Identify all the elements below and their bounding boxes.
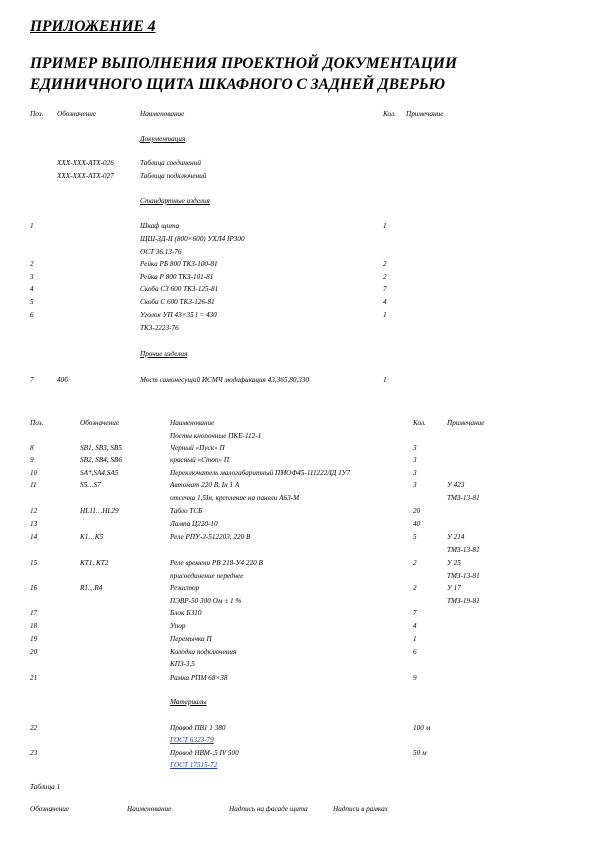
document-title bbox=[30, 53, 590, 95]
t1-header-note: Примечание bbox=[406, 110, 444, 118]
t1-row-name: Скоба СЗ 600 ТКЗ-125-81 bbox=[140, 285, 219, 293]
t3-header-code: Обозначение bbox=[30, 805, 70, 813]
t2-row-code: S5…S7 bbox=[80, 481, 101, 489]
t2-row-qty: 9 bbox=[413, 674, 417, 682]
t2-row-pos: 15 bbox=[30, 559, 38, 567]
t1-row-qty: 1 bbox=[383, 222, 387, 230]
t2-row-qty: 100 м bbox=[413, 724, 431, 732]
t2-row-name: Резистор bbox=[170, 584, 200, 592]
t2-row-qty: 3 bbox=[413, 469, 417, 477]
t2-row-qty: 6 bbox=[413, 648, 417, 656]
t1-row-pos: 6 bbox=[30, 311, 34, 319]
section-materials: Материалы bbox=[170, 698, 207, 706]
t2-row-pos: 8 bbox=[30, 444, 34, 452]
t2-header-note: Примечание bbox=[447, 419, 485, 427]
t2-header-pos: Поз. bbox=[30, 419, 44, 427]
section-docs: Документация bbox=[140, 135, 186, 143]
t2-row-name: КПЗ-3,5 bbox=[170, 660, 195, 668]
t1-row-name: Мост самонесущий ИСМЧ модификация 43,365,80,330 bbox=[140, 376, 309, 384]
t1-row-qty: 2 bbox=[383, 260, 387, 268]
t2-row-note: У 17 bbox=[447, 584, 461, 592]
t2-row-name: Колодка подключения bbox=[170, 648, 237, 656]
t2-row-qty: 50 м bbox=[413, 749, 427, 757]
t2-row-pos: 10 bbox=[30, 469, 38, 477]
t2-header-name: Наименование bbox=[170, 419, 215, 427]
t2-row-name: Провод ПВ1 1 380 bbox=[170, 724, 226, 732]
appendix-title: ПРИЛОЖЕНИЕ 4 bbox=[30, 18, 156, 35]
t3-header-name: Наименование bbox=[127, 805, 172, 813]
t2-row-pos: 17 bbox=[30, 609, 38, 617]
t2-row-pos: 13 bbox=[30, 520, 38, 528]
t2-row-qty: 2 bbox=[413, 559, 417, 567]
t2-row-pos: 19 bbox=[30, 635, 38, 643]
t2-row-note: ТМЗ-13-81 bbox=[447, 572, 480, 580]
t2-row-note: ТМЗ-13-81 bbox=[447, 494, 480, 502]
t2-row-name: Реле времени РВ 218-У4 220 В bbox=[170, 559, 263, 567]
t1-row-pos: 2 bbox=[30, 260, 34, 268]
t1-header-code: Обозначение bbox=[57, 110, 97, 118]
t1-row-code: ХХХ-ХХХ-АТХ-027 bbox=[57, 172, 114, 180]
t1-row-pos: 3 bbox=[30, 273, 34, 281]
t2-row-code: SB1, SB3, SB5 bbox=[80, 444, 122, 452]
t2-row-qty: 5 bbox=[413, 533, 417, 541]
t2-row-name: присоединение переднее bbox=[170, 572, 244, 580]
t2-row-qty: 4 bbox=[413, 622, 417, 630]
t2-row-pos: 9 bbox=[30, 456, 34, 464]
t2-row-name: отсечка 1,5Iн, крепление на панели А63-М bbox=[170, 494, 300, 502]
t2-row-qty: 1 bbox=[413, 635, 417, 643]
t2-row-note: ТМЗ-19-81 bbox=[447, 597, 480, 605]
t2-row-qty: 3 bbox=[413, 444, 417, 452]
t2-row-pos: 21 bbox=[30, 674, 38, 682]
t2-row-code: R1…R4 bbox=[80, 584, 103, 592]
title-line-1: ПРИМЕР ВЫПОЛНЕНИЯ ПРОЕКТНОЙ ДОКУМЕНТАЦИИ bbox=[30, 55, 458, 72]
gost-17515-link[interactable]: ГОСТ 17515-72 bbox=[170, 761, 218, 769]
t2-row-qty: 7 bbox=[413, 609, 417, 617]
t2-row-name: Рамка РПМ 68×38 bbox=[170, 674, 228, 682]
t2-row-pos: 18 bbox=[30, 622, 38, 630]
t2-row-code: K1…K5 bbox=[80, 533, 104, 541]
t2-row-pos: 16 bbox=[30, 584, 38, 592]
t1-row-qty: 7 bbox=[383, 285, 387, 293]
t2-row-code: SA*,SA4,SA5 bbox=[80, 469, 119, 477]
section-other: Прочие изделия bbox=[140, 350, 188, 358]
t2-row-qty: 3 bbox=[413, 481, 417, 489]
section-standard: Стандартные изделия bbox=[140, 197, 210, 205]
t2-row-note: У 214 bbox=[447, 533, 465, 541]
t1-row-pos: 5 bbox=[30, 298, 34, 306]
t2-row-pos: 20 bbox=[30, 648, 38, 656]
t2-row-qty: 3 bbox=[413, 456, 417, 464]
t2-row-pos: 12 bbox=[30, 507, 38, 515]
t2-row-qty: 2 bbox=[413, 584, 417, 592]
t2-row-name: Реле РПУ-2-512203, 220 В bbox=[170, 533, 251, 541]
t2-subtitle: Посты кнопочные ПКЕ-112-1 bbox=[170, 432, 262, 440]
t3-header-frames: Надписи в рамках bbox=[333, 805, 388, 813]
t2-row-name: Переключатель малогабаритный ПМОФ45-111222/IД 1У7 bbox=[170, 469, 351, 477]
t2-row-note: У 423 bbox=[447, 481, 465, 489]
t1-row-name: ЩШ-ЗД-II (800×600) УХЛ4 IP300 bbox=[140, 235, 245, 243]
t2-row-code: SB2, SB4, SB6 bbox=[80, 456, 122, 464]
gost-6323-link[interactable]: ГОСТ 6323-79 bbox=[170, 736, 214, 744]
t2-row-qty: 20 bbox=[413, 507, 421, 515]
t2-row-code: HL11…HL29 bbox=[80, 507, 119, 515]
t2-row-pos: 14 bbox=[30, 533, 38, 541]
table-caption: Таблица 1 bbox=[30, 783, 61, 791]
t1-row-qty: 2 bbox=[383, 273, 387, 281]
t1-row-qty: 4 bbox=[383, 298, 387, 306]
t1-row-name: Таблица соединений bbox=[140, 159, 201, 167]
t3-header-facade: Надпись на фасаде щита bbox=[229, 805, 308, 813]
t2-row-name: красный «Стоп» П bbox=[170, 456, 230, 464]
t1-row-pos: 7 bbox=[30, 376, 34, 384]
t2-row-code: KT1, KT2 bbox=[80, 559, 109, 567]
t1-row-qty: 1 bbox=[383, 376, 387, 384]
t1-header-qty: Кол. bbox=[383, 110, 396, 118]
t1-row-pos: 1 bbox=[30, 222, 34, 230]
t2-row-pos: 22 bbox=[30, 724, 38, 732]
t1-row-code: 40б bbox=[57, 376, 68, 384]
t2-row-note: У 25 bbox=[447, 559, 461, 567]
t2-row-name: Черный «Пуск» П bbox=[170, 444, 225, 452]
t2-row-pos: 23 bbox=[30, 749, 38, 757]
t2-row-qty: 40 bbox=[413, 520, 421, 528]
t2-row-pos: 11 bbox=[30, 481, 37, 489]
t2-row-name: Лампа Ц220-10 bbox=[170, 520, 218, 528]
t1-row-name: ТКЗ-2223-76 bbox=[140, 324, 179, 332]
t2-header-code: Обозначение bbox=[80, 419, 120, 427]
t1-row-qty: 1 bbox=[383, 311, 387, 319]
t1-row-name: Рейка РБ 800 ТКЗ-100-81 bbox=[140, 260, 218, 268]
t1-row-code: ХХХ-ХХХ-АТХ-026 bbox=[57, 159, 114, 167]
t1-row-name: Скоба С 600 ТКЗ-126-81 bbox=[140, 298, 215, 306]
t1-row-name: Шкаф щита bbox=[140, 222, 180, 230]
t1-row-name: Рейка Р 800 ТКЗ-101-81 bbox=[140, 273, 214, 281]
t2-row-name: ПЭВР-50 300 Ом ± 1 % bbox=[170, 597, 242, 605]
t2-row-name: Блок БЗ10 bbox=[170, 609, 202, 617]
t2-row-name: Табло ТСБ bbox=[170, 507, 203, 515]
t1-row-name: Таблица подключений bbox=[140, 172, 207, 180]
t1-header-name: Наименование bbox=[140, 110, 185, 118]
t2-row-name: Автомат 220 В, Iн 1 А bbox=[170, 481, 240, 489]
title-line-2: ЕДИНИЧНОГО ЩИТА ШКАФНОГО С ЗАДНЕЙ ДВЕРЬЮ bbox=[30, 76, 446, 93]
t1-row-name: ОСТ 36.13-76 bbox=[140, 248, 182, 256]
t1-row-pos: 4 bbox=[30, 285, 34, 293]
t2-row-note: ТМЗ-13-81 bbox=[447, 546, 480, 554]
t2-row-name: Провод НВМ-,5 IV 500 bbox=[170, 749, 239, 757]
t1-header-pos: Поз. bbox=[30, 110, 44, 118]
t2-row-name: Упор bbox=[170, 622, 186, 630]
t2-row-name: Перемычка П bbox=[170, 635, 212, 643]
t2-header-qty: Кол. bbox=[413, 419, 426, 427]
t1-row-name: Уголок УП 43×35 l = 430 bbox=[140, 311, 217, 319]
